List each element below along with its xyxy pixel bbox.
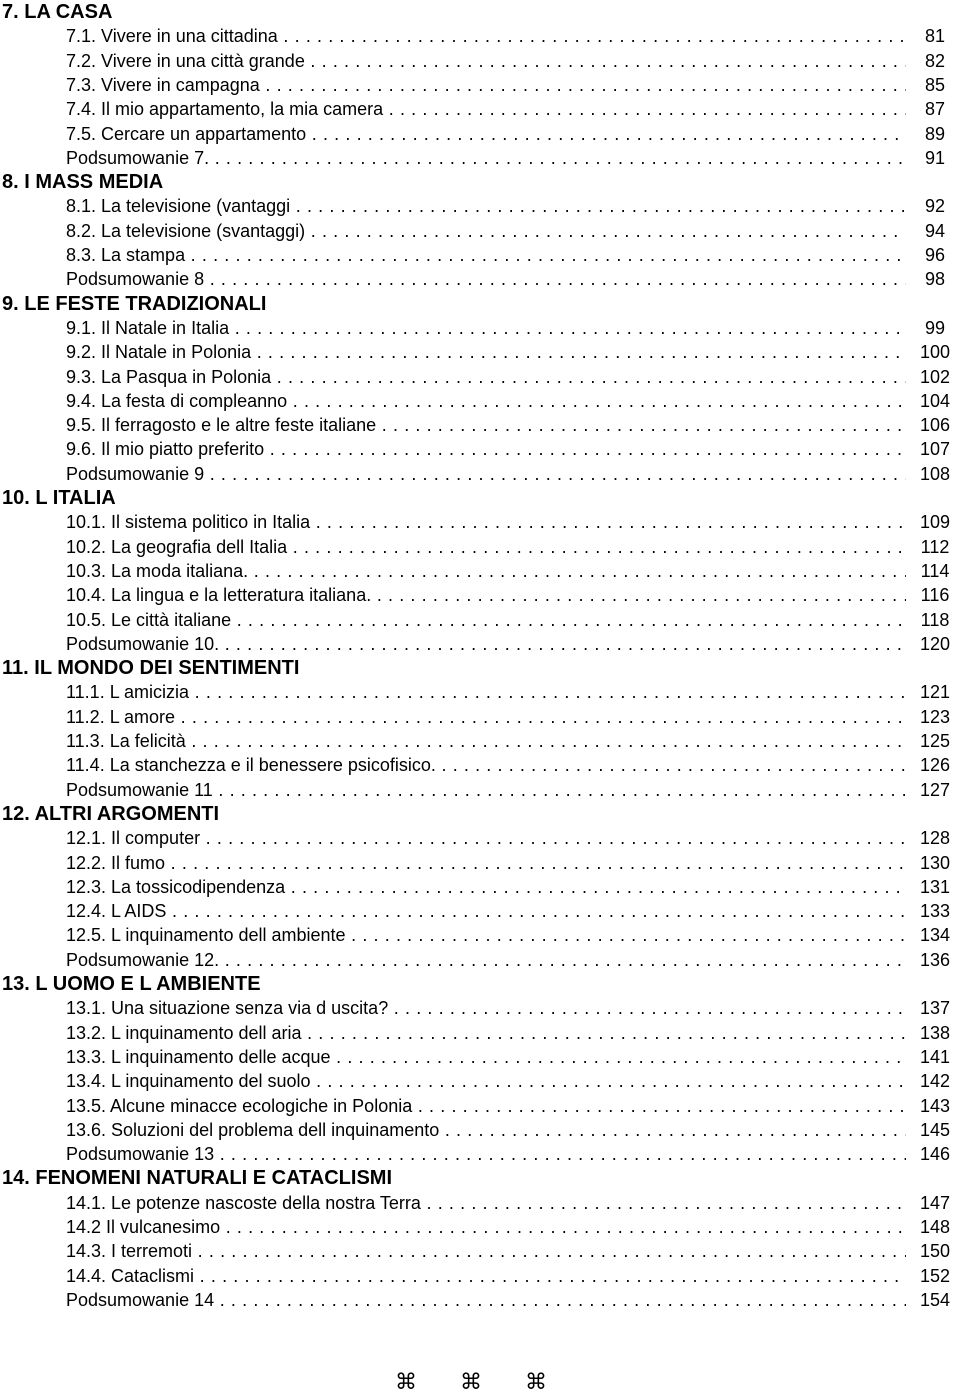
toc-entry-title: 11.1. L amicizia . . .: [66, 680, 906, 704]
toc-page-number: 143: [919, 1095, 951, 1116]
toc-entry-title: 10.3. La moda italiana. . . .: [66, 559, 906, 583]
toc-entry-title: 14.3. I terremoti . . .: [66, 1239, 906, 1263]
toc-entry: [0, 49, 960, 73]
toc-entry: [0, 1288, 960, 1312]
toc-entry: [0, 753, 960, 777]
toc-entry: [0, 413, 960, 437]
toc-entry: [0, 340, 960, 364]
toc-entry: [0, 243, 960, 267]
toc-entry: [0, 219, 960, 243]
toc-entry-title: 14.2 Il vulcanesimo . . .: [66, 1215, 906, 1239]
toc-page-number: 94: [924, 220, 946, 241]
toc-entry-title: 13.2. L inquinamento dell aria . . .: [66, 1021, 906, 1045]
chapter-title: 11. IL MONDO DEI SENTIMENTI: [2, 657, 300, 680]
chapter-heading-row: [0, 486, 960, 510]
toc-entry: [0, 632, 960, 656]
toc-page-number: 128: [919, 828, 951, 849]
toc-entry: [0, 948, 960, 972]
toc-page-number: 152: [919, 1265, 951, 1286]
toc-page-number: 109: [919, 512, 951, 533]
toc-entry-title: 13.3. L inquinamento delle acque . . .: [66, 1045, 906, 1069]
toc-page-number: 125: [919, 731, 951, 751]
toc-entry: [0, 1215, 960, 1239]
toc-page-number: 136: [919, 949, 951, 970]
toc-entry: [0, 510, 960, 534]
toc-entry: [0, 1045, 960, 1069]
toc-page-number: 98: [924, 269, 946, 290]
toc-entry-title: 13.1. Una situazione senza via d uscita? . . .: [66, 996, 906, 1020]
toc-page-number: 91: [924, 147, 946, 168]
toc-page-number: 141: [919, 1046, 951, 1067]
toc-entry-title: 11.4. La stanchezza e il benessere psicofisico. . . .: [66, 753, 906, 777]
toc-entry: [0, 705, 960, 729]
toc-entry: [0, 923, 960, 947]
toc-entry-title: 7.5. Cercare un appartamento . . .: [66, 122, 906, 146]
toc-page-number: 116: [920, 585, 950, 606]
toc-entry-title: 13.6. Soluzioni del problema dell inquinamento . . .: [66, 1118, 906, 1142]
toc-entry-title: 14.4. Cataclismi . . .: [66, 1264, 906, 1288]
toc-entry: [0, 729, 960, 753]
toc-page-number: 85: [924, 74, 946, 95]
chapter-title: 9. LE FESTE TRADIZIONALI: [2, 292, 267, 315]
toc-entry-title: 7.3. Vivere in campagna . . .: [66, 73, 906, 97]
toc-entry-title: 12.3. La tossicodipendenza . . .: [66, 875, 906, 899]
toc-entry: [0, 875, 960, 899]
toc-page-number: 107: [919, 439, 951, 460]
toc-entry-title: Podsumowanie 9 . . .: [66, 462, 906, 486]
toc-entry-title: 13.5. Alcune minacce ecologiche in Polonia . . .: [66, 1094, 906, 1118]
toc-page-number: 145: [919, 1119, 951, 1140]
toc-page-number: 87: [924, 99, 946, 120]
toc-entry: [0, 389, 960, 413]
toc-entry: [0, 778, 960, 802]
toc-entry: [0, 1239, 960, 1263]
toc-entry: [0, 365, 960, 389]
toc-page-number: 134: [919, 925, 951, 946]
toc-page-number: 126: [919, 755, 951, 776]
toc-entry-title: 7.4. Il mio appartamento, la mia camera . . .: [66, 97, 906, 121]
toc-page-number: 112: [920, 536, 950, 557]
toc-entry: [0, 437, 960, 461]
chapter-heading-row: [0, 0, 960, 24]
toc-entry-title: 8.2. La televisione (svantaggi) . . .: [66, 219, 906, 243]
toc-entry: [0, 122, 960, 146]
toc-page-number: 99: [924, 317, 946, 338]
toc-entry-title: 9.3. La Pasqua in Polonia . . .: [66, 365, 906, 389]
toc-page-number: 146: [919, 1144, 951, 1165]
toc-entry: [0, 24, 960, 48]
toc-page-number: 106: [919, 415, 951, 436]
toc-entry-title: Podsumowanie 13 . . .: [66, 1142, 906, 1166]
toc-page-number: 133: [919, 901, 951, 922]
toc-page-number: 82: [924, 50, 946, 71]
toc-entry: [0, 462, 960, 486]
chapter-heading-row: [0, 802, 960, 826]
toc-page-number: 130: [919, 852, 951, 873]
toc-page-number: 142: [919, 1071, 951, 1092]
chapter-title: 10. L ITALIA: [2, 487, 116, 509]
toc-entry-title: Podsumowanie 11 . . .: [66, 778, 906, 802]
toc-entry: [0, 146, 960, 170]
toc-entry: [0, 1069, 960, 1093]
toc-entry: [0, 608, 960, 632]
chapter-heading-row: [0, 1166, 960, 1190]
toc-entry: [0, 1191, 960, 1215]
toc-entry-title: Podsumowanie 12. . . .: [66, 948, 906, 972]
toc-entry-title: 12.4. L AIDS . . .: [66, 899, 906, 923]
chapter-title: 8. I MASS MEDIA: [2, 171, 164, 194]
toc-entry: [0, 583, 960, 607]
toc-entry-title: 9.6. Il mio piatto preferito . . .: [66, 437, 906, 461]
toc-page-number: 150: [919, 1241, 951, 1262]
toc-entry-title: Podsumowanie 10. . . .: [66, 632, 906, 656]
toc-page-number: 137: [919, 998, 951, 1019]
toc-entry: [0, 996, 960, 1020]
toc-page-number: 118: [920, 609, 950, 630]
toc-entry: [0, 680, 960, 704]
toc-entry-title: 10.4. La lingua e la letteratura italiana. . . .: [66, 583, 906, 607]
toc-entry-title: Podsumowanie 7. . . .: [66, 146, 906, 170]
chapter-heading-row: [0, 972, 960, 996]
toc-entry-title: 12.5. L inquinamento dell ambiente . . .: [66, 923, 906, 947]
toc-entry-title: 8.1. La televisione (vantaggi . . .: [66, 194, 906, 218]
toc-entry: [0, 851, 960, 875]
toc-page-number: 96: [924, 245, 946, 265]
chapter-heading-row: [0, 170, 960, 194]
toc-page-number: 114: [920, 560, 950, 581]
toc-page-number: 123: [919, 706, 951, 727]
toc-entry-title: 12.1. Il computer . . .: [66, 826, 906, 850]
toc-page-number: 100: [919, 342, 951, 363]
chapter-title: 14. FENOMENI NATURALI E CATACLISMI: [2, 1167, 392, 1190]
toc-entry-title: 11.3. La felicità . . .: [66, 729, 906, 753]
toc-page-number: 138: [919, 1022, 951, 1043]
toc-page-number: 131: [919, 876, 951, 897]
toc-entry: [0, 97, 960, 121]
toc-entry: [0, 1021, 960, 1045]
toc-page-number: 154: [919, 1289, 951, 1310]
toc-page-number: 120: [919, 633, 951, 654]
toc-page-number: 148: [919, 1217, 951, 1237]
toc-entry-title: 10.2. La geografia dell Italia . . .: [66, 535, 906, 559]
toc-page-number: 81: [924, 26, 946, 47]
toc-entry-title: 10.5. Le città italiane . . .: [66, 608, 906, 632]
toc-entry-title: 7.1. Vivere in una cittadina . . .: [66, 24, 906, 48]
toc-entry-title: Podsumowanie 8 . . .: [66, 267, 906, 291]
toc-entry-title: Podsumowanie 14 . . .: [66, 1288, 906, 1312]
toc-entry-title: 7.2. Vivere in una città grande . . .: [66, 49, 906, 73]
chapter-title: 13. L UOMO E L AMBIENTE: [2, 973, 261, 995]
footer-ornament-icon: ⌘ ⌘ ⌘: [395, 1370, 565, 1395]
chapter-heading-row: [0, 292, 960, 316]
toc-entry: [0, 899, 960, 923]
toc-entry-title: 13.4. L inquinamento del suolo . . .: [66, 1069, 906, 1093]
toc-entry: [0, 535, 960, 559]
toc-entry-title: 10.1. Il sistema politico in Italia . . .: [66, 510, 906, 534]
toc-page-number: 92: [924, 196, 946, 217]
toc-page-number: 89: [924, 123, 946, 144]
toc-entry-title: 11.2. L amore . . .: [66, 705, 906, 729]
toc-entry: [0, 559, 960, 583]
toc-entry: [0, 1094, 960, 1118]
toc-entry-title: 14.1. Le potenze nascoste della nostra Terra . . .: [66, 1191, 906, 1215]
toc-entry: [0, 1264, 960, 1288]
toc-entry: [0, 194, 960, 218]
toc-entry: [0, 316, 960, 340]
toc-entry: [0, 73, 960, 97]
toc-entry-title: 9.2. Il Natale in Polonia . . .: [66, 340, 906, 364]
toc-entry-title: 9.1. Il Natale in Italia . . .: [66, 316, 906, 340]
toc-page-number: 121: [919, 682, 951, 703]
toc-entry-title: 12.2. Il fumo . . .: [66, 851, 906, 875]
chapter-heading-row: [0, 656, 960, 680]
chapter-title: 12. ALTRI ARGOMENTI: [2, 802, 220, 825]
toc-entry: [0, 1118, 960, 1142]
toc-entry-title: 9.5. Il ferragosto e le altre feste italiane . . .: [66, 413, 906, 437]
toc-entry: [0, 826, 960, 850]
toc-entry: [0, 267, 960, 291]
toc-page-number: 102: [919, 366, 951, 387]
toc-entry-title: 8.3. La stampa . . .: [66, 243, 906, 267]
toc-entry-title: 9.4. La festa di compleanno . . .: [66, 389, 906, 413]
toc-page-number: 147: [919, 1192, 951, 1213]
toc-entry: [0, 1142, 960, 1166]
toc-page-number: 127: [919, 779, 951, 800]
toc-page-number: 108: [919, 463, 951, 484]
chapter-title: 7. LA CASA: [2, 1, 113, 23]
toc-page-number: 104: [919, 390, 951, 411]
